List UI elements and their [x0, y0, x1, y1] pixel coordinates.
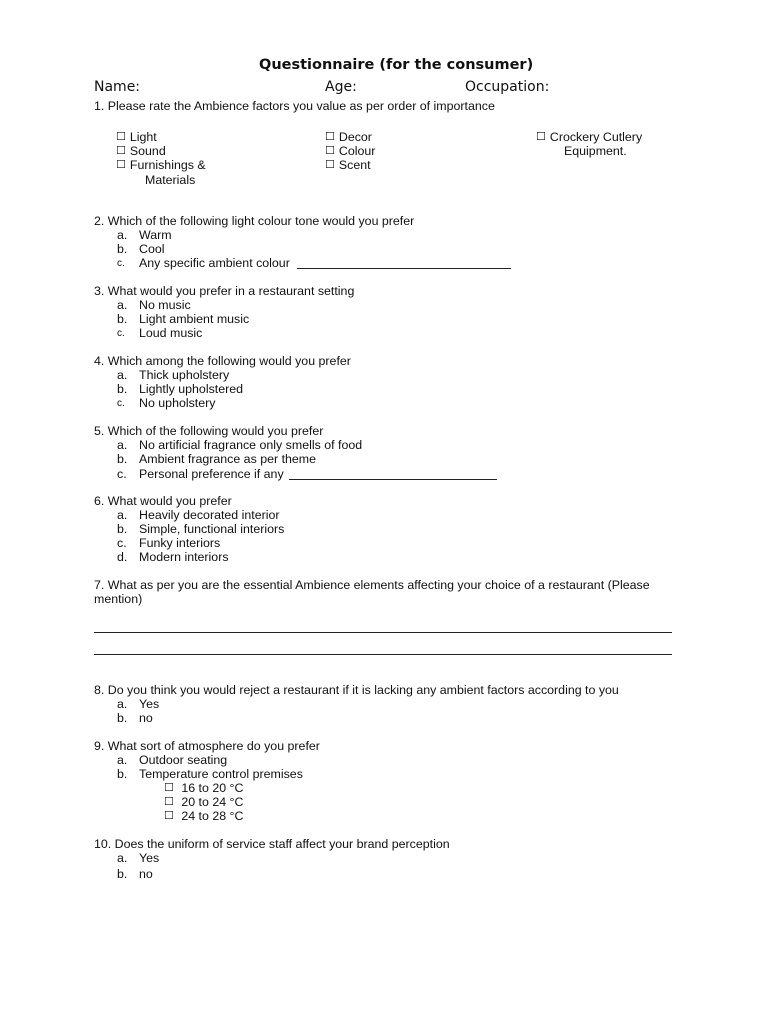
q4-option-label: a. — [117, 368, 128, 382]
q4-option-text: Thick upholstery — [139, 368, 230, 382]
q1-option-colour[interactable]: ☐ Colour — [325, 144, 376, 158]
question-5: 5. Which of the following would you prefer — [94, 424, 324, 438]
checkbox-icon[interactable]: ☐ — [164, 781, 174, 794]
checkbox-icon[interactable]: ☐ — [164, 795, 174, 808]
q1-option-crockery[interactable]: ☐ Crockery Cutlery — [536, 130, 643, 144]
q1-option-crockery-cont: Equipment. — [564, 144, 627, 158]
q9-option-text: Outdoor seating — [139, 753, 228, 767]
q10-option-label: b. — [117, 867, 128, 881]
q6-option-text: Funky interiors — [139, 536, 221, 550]
q10-option-text: no — [139, 867, 153, 881]
checkbox-icon[interactable]: ☐ — [116, 158, 126, 171]
question-1: 1. Please rate the Ambience factors you value as per order of importance — [94, 99, 495, 113]
q4-option-text: Lightly upholstered — [139, 382, 244, 396]
name-field-label: Name: — [94, 79, 141, 95]
q10-option-text: Yes — [139, 851, 160, 865]
q3-option-text: Loud music — [139, 326, 203, 340]
q5-option-text: No artificial fragrance only smells of food — [139, 438, 363, 452]
q9-temp-option-16-20[interactable]: ☐ 16 to 20 °C — [164, 781, 244, 795]
question-2: 2. Which of the following light colour tone would you prefer — [94, 214, 415, 228]
q2-option-text: Warm — [139, 228, 172, 242]
q10-option-label: a. — [117, 851, 128, 865]
question-7: 7. What as per you are the essential Ambience elements affecting your choice of a restaurant (Please — [94, 578, 650, 592]
q4-option-text: No upholstery — [139, 396, 216, 410]
q6-option-text: Heavily decorated interior — [139, 508, 280, 522]
q5-option-label: a. — [117, 438, 128, 452]
q1-option-furnishings-cont: Materials — [145, 173, 196, 187]
checkbox-icon[interactable]: ☐ — [325, 144, 335, 157]
checkbox-icon[interactable]: ☐ — [116, 144, 126, 157]
q8-option-label: a. — [117, 697, 128, 711]
q8-option-text: no — [139, 711, 153, 725]
q5-option-label: b. — [117, 452, 128, 466]
checkbox-icon[interactable]: ☐ — [325, 130, 335, 143]
q5-answer-line[interactable] — [289, 479, 497, 480]
q8-option-text: Yes — [139, 697, 160, 711]
q5-option-text: Personal preference if any — [139, 467, 284, 481]
question-3: 3. What would you prefer in a restaurant setting — [94, 284, 355, 298]
q2-answer-line[interactable] — [297, 268, 511, 269]
q3-option-label: b. — [117, 312, 128, 326]
question-10: 10. Does the uniform of service staff affect your brand perception — [94, 837, 450, 851]
q5-option-label: c. — [117, 467, 127, 481]
q2-option-text: Cool — [139, 242, 165, 256]
q1-option-furnishings[interactable]: ☐ Furnishings & — [116, 158, 206, 172]
q3-option-text: Light ambient music — [139, 312, 250, 326]
q9-option-label: b. — [117, 767, 128, 781]
q8-option-label: b. — [117, 711, 128, 725]
q4-option-label: c. — [117, 398, 125, 409]
question-7-cont: mention) — [94, 592, 143, 606]
q6-option-label: d. — [117, 550, 128, 564]
q9-option-text: Temperature control premises — [139, 767, 303, 781]
q9-temp-option-20-24[interactable]: ☐ 20 to 24 °C — [164, 795, 244, 809]
occupation-field-label: Occupation: — [465, 79, 550, 95]
q4-option-label: b. — [117, 382, 128, 396]
page-title: Questionnaire (for the consumer) — [259, 57, 534, 73]
q7-answer-line-2[interactable] — [94, 654, 672, 655]
checkbox-icon[interactable]: ☐ — [325, 158, 335, 171]
q1-option-scent[interactable]: ☐ Scent — [325, 158, 371, 172]
q9-temp-option-24-28[interactable]: ☐ 24 to 28 °C — [164, 809, 244, 823]
q2-option-label: c. — [117, 258, 125, 269]
question-4: 4. Which among the following would you prefer — [94, 354, 351, 368]
question-9: 9. What sort of atmosphere do you prefer — [94, 739, 320, 753]
q5-option-text: Ambient fragrance as per theme — [139, 452, 317, 466]
q2-option-text: Any specific ambient colour — [139, 256, 290, 270]
q1-option-sound[interactable]: ☐ Sound — [116, 144, 166, 158]
q1-option-light[interactable]: ☐ Light — [116, 130, 157, 144]
q6-option-label: b. — [117, 522, 128, 536]
q2-option-label: b. — [117, 242, 128, 256]
q3-option-label: c. — [117, 328, 125, 339]
q7-answer-line-1[interactable] — [94, 632, 672, 633]
checkbox-icon[interactable]: ☐ — [116, 130, 126, 143]
q3-option-label: a. — [117, 298, 128, 312]
checkbox-icon[interactable]: ☐ — [164, 809, 174, 822]
checkbox-icon[interactable]: ☐ — [536, 130, 546, 143]
question-6: 6. What would you prefer — [94, 494, 232, 508]
q6-option-label: a. — [117, 508, 128, 522]
question-8: 8. Do you think you would reject a restaurant if it is lacking any ambient factors according to you — [94, 683, 619, 697]
q6-option-text: Simple, functional interiors — [139, 522, 285, 536]
q1-option-decor[interactable]: ☐ Decor — [325, 130, 372, 144]
q9-option-label: a. — [117, 753, 128, 767]
q3-option-text: No music — [139, 298, 191, 312]
q6-option-text: Modern interiors — [139, 550, 229, 564]
q6-option-label: c. — [117, 536, 127, 550]
age-field-label: Age: — [325, 79, 357, 95]
q2-option-label: a. — [117, 228, 128, 242]
